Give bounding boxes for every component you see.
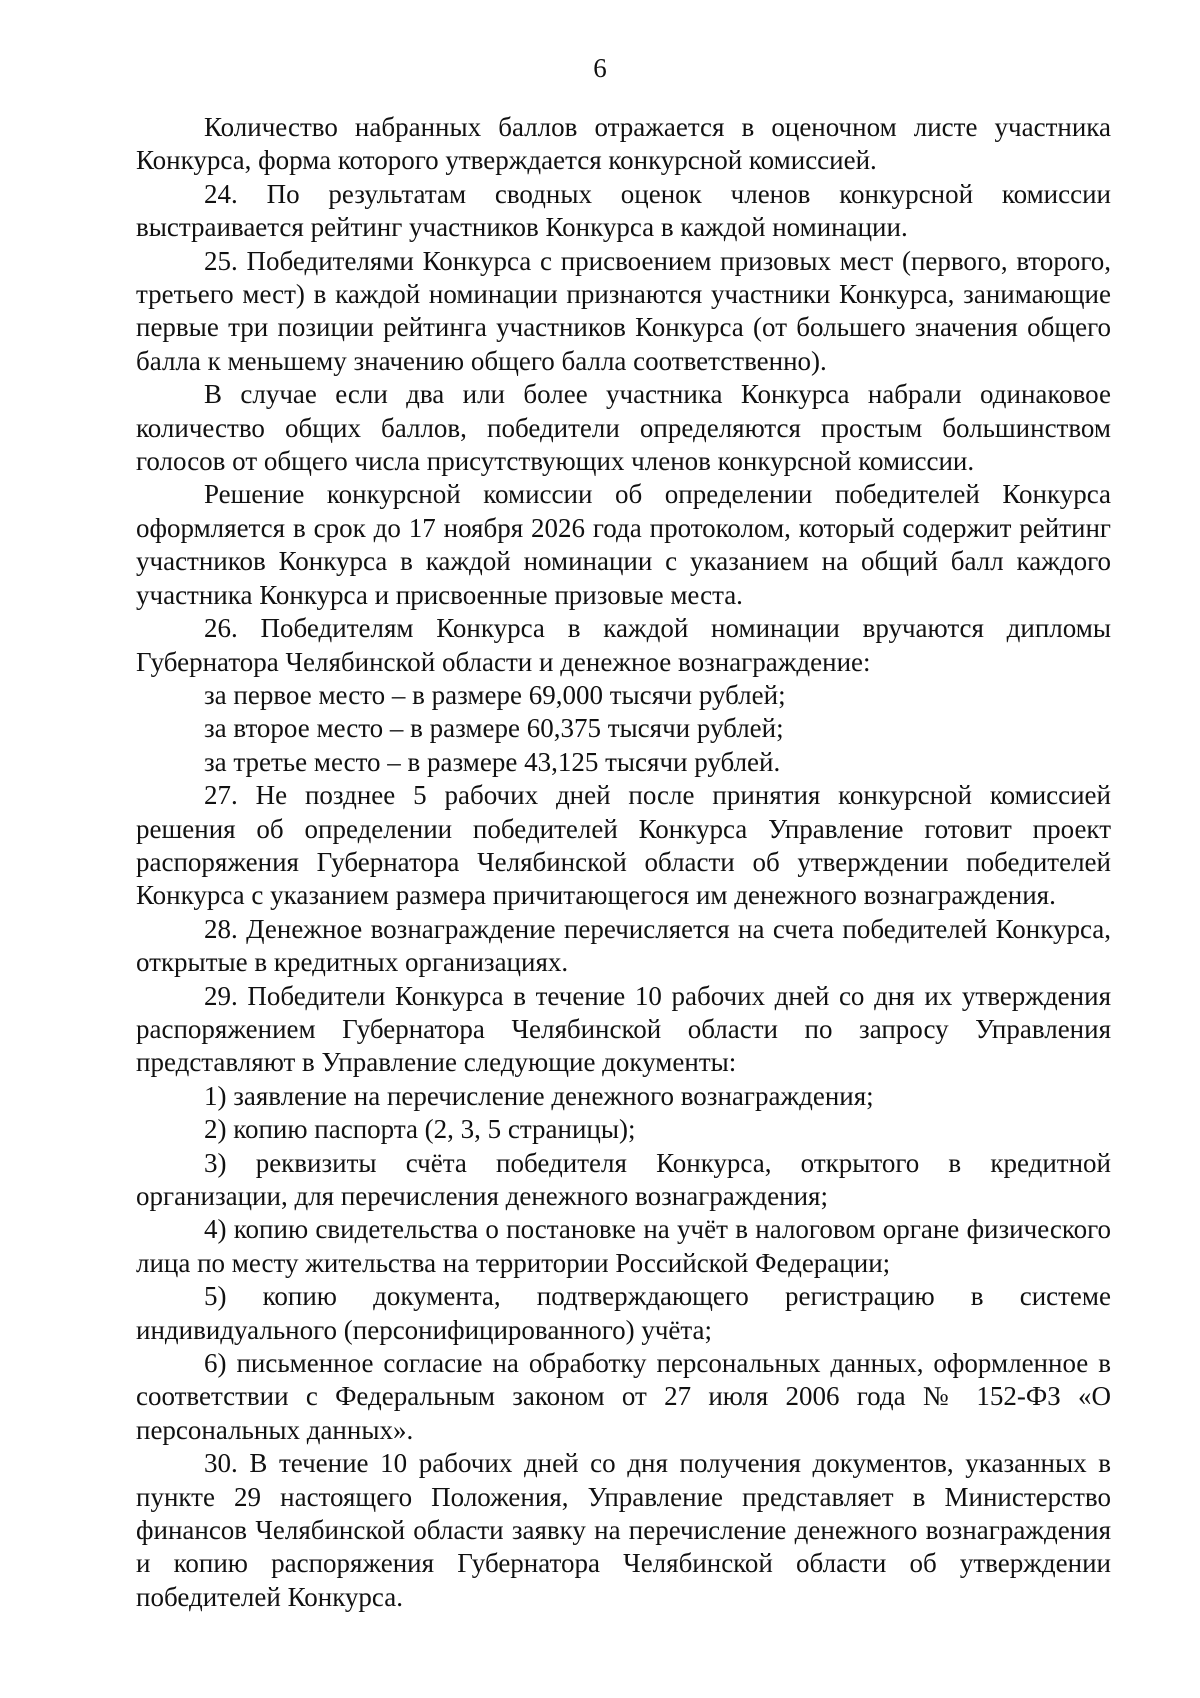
paragraph-24: 24. По результатам сводных оценок членов конкурсной комиссии выстраивается рейтинг участников Конкурса в каждой номинации. — [136, 178, 1111, 243]
paragraph-29: 29. Победители Конкурса в течение 10 рабочих дней со дня их утверждения распоряжением Губернатора Челябинской области по запросу Управления представляют в Управление следующие документы: — [136, 980, 1111, 1078]
prize-third-place: за третье место – в размере 43,125 тысячи рублей. — [204, 746, 781, 777]
page-number: 6 — [593, 53, 607, 83]
paragraph-tie-rule: В случае если два или более участника Конкурса набрали одинаковое количество общих баллов, победители определяются простым большинством голосов от общего числа присутствующих членов конкурсной комиссии. — [136, 379, 1111, 477]
paragraph-score-sheet: Количество набранных баллов отражается в оценочном листе участника Конкурса, форма которого утверждается конкурсной комиссией. — [136, 112, 1111, 176]
document-body — [136, 111, 1111, 1614]
document-item-4: 4) копию свидетельства о постановке на учёт в налоговом органе физического лица по месту жительства на территории Российской Федерации; — [136, 1214, 1111, 1278]
paragraph-28: 28. Денежное вознаграждение перечисляется на счета победителей Конкурса, открытые в кредитных организациях. — [136, 913, 1111, 978]
document-item-2: 2) копию паспорта (2, 3, 5 страницы); — [204, 1114, 636, 1145]
document-item-3: 3) реквизиты счёта победителя Конкурса, открытого в кредитной организации, для перечисления денежного вознаграждения; — [136, 1147, 1111, 1211]
paragraph-27: 27. Не позднее 5 рабочих дней после принятия конкурсной комиссией решения об определении победителей Конкурса Управление готовит проект распоряжения Губернатора Челябинской области об утверждении победителей Конкурса с указанием размера причитающегося им денежного вознаграждения. — [136, 780, 1111, 911]
document-item-5: 5) копию документа, подтверждающего регистрацию в системе индивидуального (персонифицированного) учёта; — [136, 1281, 1111, 1345]
prize-first-place: за первое место – в размере 69,000 тысячи рублей; — [204, 679, 786, 710]
paragraph-commission-decision: Решение конкурсной комиссии об определении победителей Конкурса оформляется в срок до 17 ноября 2026 года протоколом, который содержит рейтинг участников Конкурса в каждой номинации с указанием на общий балл каждого участника Конкурса и присвоенные призовые места. — [136, 479, 1111, 610]
prize-second-place: за второе место – в размере 60,375 тысячи рублей; — [204, 713, 784, 744]
paragraph-26: 26. Победителям Конкурса в каждой номинации вручаются дипломы Губернатора Челябинской области и денежное вознаграждение: — [136, 613, 1111, 677]
document-item-6: 6) письменное согласие на обработку персональных данных, оформленное в соответствии с Федеральным законом от 27 июля 2006 года № 152-ФЗ «О персональных данных». — [136, 1348, 1111, 1445]
paragraph-30: 30. В течение 10 рабочих дней со дня получения документов, указанных в пункте 29 настоящего Положения, Управление представляет в Министерство финансов Челябинской области заявку на перечисление денежного вознаграждения и копию распоряжения Губернатора Челябинской области об утверждении победителей Конкурса. — [136, 1448, 1111, 1612]
paragraph-25: 25. Победителями Конкурса с присвоением призовых мест (первого, второго, третьего мест) в каждой номинации признаются участники Конкурса, занимающие первые три позиции рейтинга участников Конкурса (от большего значения общего балла к меньшему значению общего балла соответственно). — [136, 245, 1111, 376]
document-item-1: 1) заявление на перечисление денежного вознаграждения; — [204, 1080, 874, 1111]
